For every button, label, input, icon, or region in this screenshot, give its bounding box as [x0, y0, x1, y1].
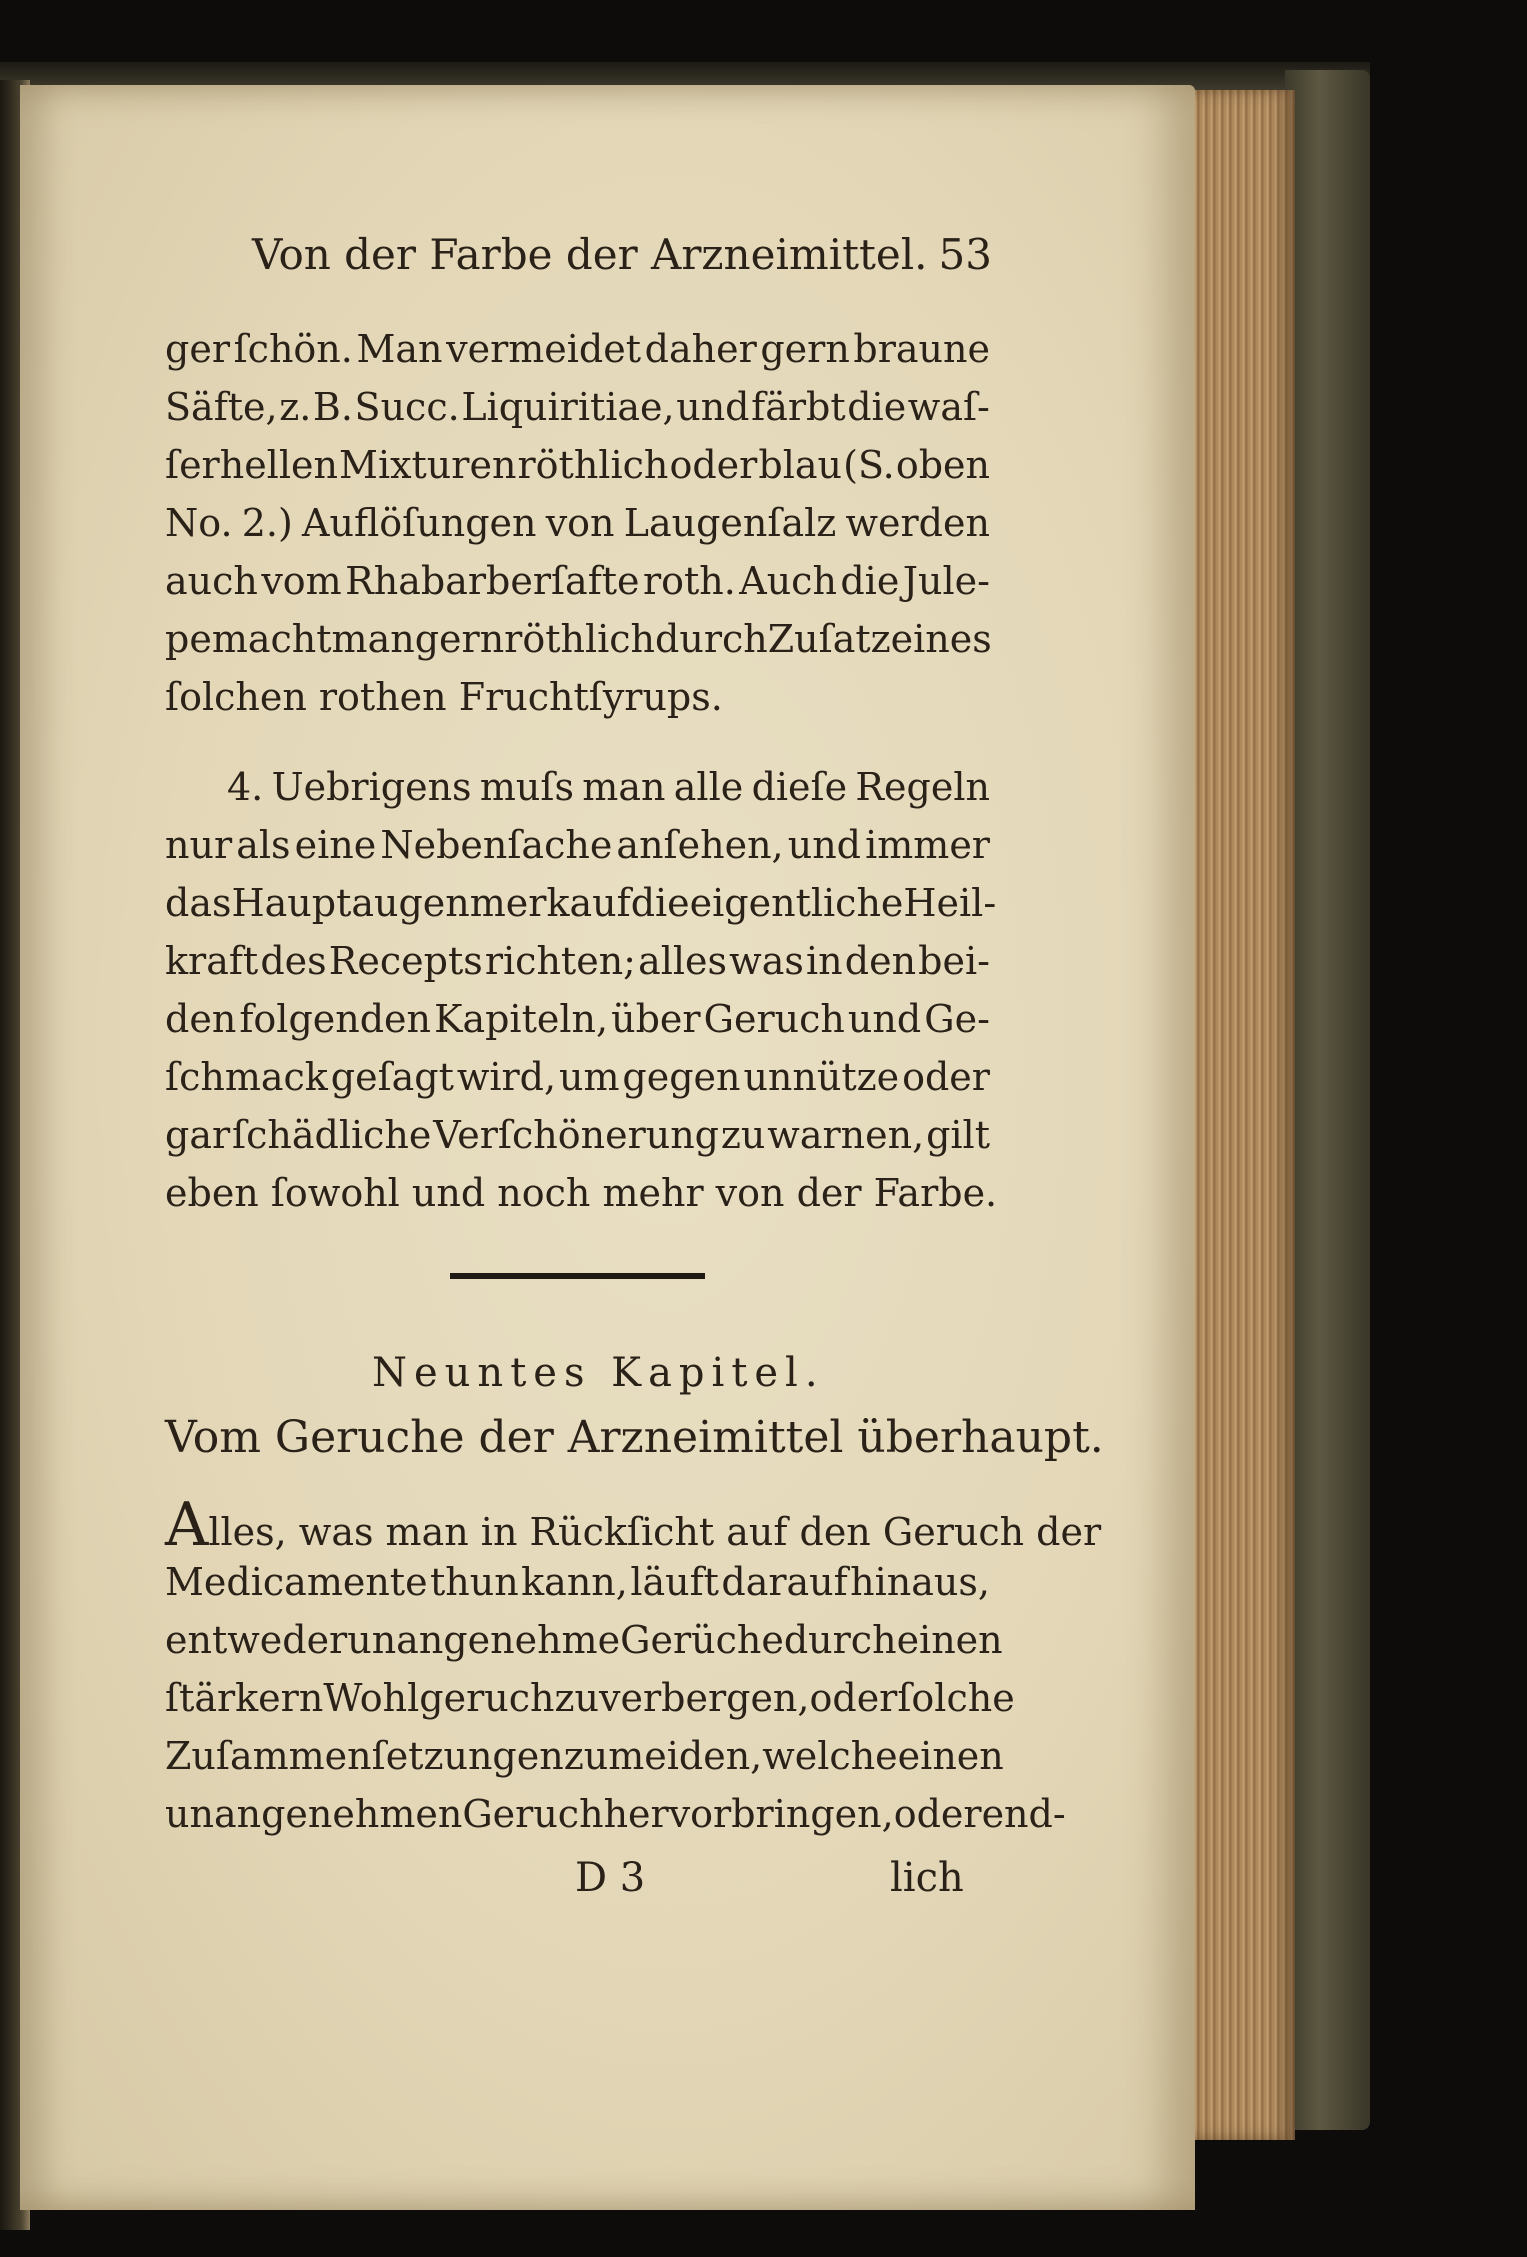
word: Geruch — [703, 997, 845, 1041]
word: die — [630, 881, 690, 925]
text-line — [165, 1792, 1066, 1836]
word: eine — [294, 823, 377, 867]
section-divider — [450, 1273, 705, 1279]
chapter-title: Vom Geruche der Arzneimittel überhaupt. — [165, 1412, 1104, 1463]
text-line: Alles, was man in Rückſicht auf den Geruch der — [165, 1490, 1102, 1560]
text-line — [165, 1113, 990, 1157]
word: thun — [430, 1560, 519, 1604]
word: Auch — [739, 559, 837, 603]
word: gilt — [926, 1113, 990, 1157]
word: über — [611, 997, 701, 1041]
word: No. — [165, 501, 233, 545]
word: nur — [165, 823, 233, 867]
word: Rhabarberſafte — [345, 559, 640, 603]
word: Verſchönerung — [433, 1113, 720, 1157]
word: hinaus, — [850, 1560, 990, 1604]
word: blau — [758, 443, 843, 487]
word: unnütze — [743, 1055, 900, 1099]
text-line — [165, 1734, 1004, 1778]
word: end- — [981, 1792, 1066, 1836]
word: verbergen, — [599, 1676, 810, 1720]
word: Heil- — [903, 881, 997, 925]
text-line — [165, 997, 990, 1041]
word: Regeln — [855, 765, 990, 809]
word: zu — [563, 1734, 609, 1778]
word: waſ- — [907, 385, 990, 429]
word: auch — [165, 559, 258, 603]
word: läuft — [630, 1560, 719, 1604]
text-line — [165, 939, 990, 983]
word: einen — [897, 1734, 1004, 1778]
word: wird, — [456, 1055, 557, 1099]
word: zu — [720, 1113, 766, 1157]
word: durch — [655, 617, 768, 661]
word: macht — [211, 617, 332, 661]
drop-cap: A — [165, 1490, 209, 1560]
word: ſolche — [897, 1676, 1015, 1720]
word: Nebenſache — [380, 823, 613, 867]
word: gern — [760, 327, 850, 371]
word: ſchmack — [165, 1055, 328, 1099]
word: warnen, — [767, 1113, 925, 1157]
word: Zuſatz — [767, 617, 891, 661]
word: welche — [762, 1734, 898, 1778]
word: man — [582, 765, 666, 809]
word: oder — [809, 1676, 898, 1720]
word: werden — [845, 501, 990, 545]
word: Recepts — [328, 939, 483, 983]
word: vermeidet — [446, 327, 642, 371]
word: bei- — [918, 939, 990, 983]
word: kann, — [521, 1560, 628, 1604]
word: Geruch — [462, 1792, 604, 1836]
word: oben — [895, 443, 990, 487]
text-line — [165, 1055, 990, 1099]
word: gar — [165, 1113, 231, 1157]
word: oder — [893, 1792, 982, 1836]
word: einen — [896, 1618, 1003, 1662]
word: das — [165, 881, 232, 925]
text-line — [165, 1560, 990, 1604]
text-line — [165, 385, 990, 429]
word: vom — [261, 559, 342, 603]
word: und — [676, 385, 750, 429]
word: Zuſammenſetzungen — [165, 1734, 564, 1778]
text-line — [227, 765, 990, 809]
word: die — [840, 559, 900, 603]
word: durch — [783, 1618, 897, 1662]
word: ſtärkern — [165, 1676, 324, 1720]
page-fore-edge — [1185, 90, 1295, 2140]
word: Mixturen — [339, 443, 517, 487]
word: eigentliche — [689, 881, 904, 925]
signature-mark: D 3 — [575, 1855, 646, 1901]
word: Ge- — [924, 997, 990, 1041]
word: den — [165, 997, 237, 1041]
text-line — [165, 617, 992, 661]
book-cover-right — [1285, 70, 1370, 2130]
text-line — [165, 823, 990, 867]
word: die — [847, 385, 907, 429]
word: kraft — [165, 939, 259, 983]
word: und — [847, 997, 922, 1041]
word: ſerhellen — [165, 443, 338, 487]
word: zu — [554, 1676, 600, 1720]
text-line — [165, 559, 990, 603]
page-number: 53 — [938, 230, 992, 279]
word: gern — [414, 617, 505, 661]
word: hervorbringen, — [603, 1792, 894, 1836]
running-header — [252, 230, 992, 279]
word: Gerüche — [620, 1618, 784, 1662]
word: von — [545, 501, 615, 545]
word: Uebrigens — [271, 765, 472, 809]
word: Medicamente — [165, 1560, 428, 1604]
word: darauf — [721, 1560, 848, 1604]
word: Säfte, — [165, 385, 278, 429]
word: eines — [890, 617, 992, 661]
word: muſs — [479, 765, 574, 809]
word: alles — [638, 939, 728, 983]
word: röthlich — [504, 617, 656, 661]
word: 2.) — [241, 501, 293, 545]
word: Wohlgeruch — [323, 1676, 555, 1720]
word: 4. — [227, 765, 264, 809]
word: geſagt — [330, 1055, 454, 1099]
text-line — [165, 501, 990, 545]
word: Succ. — [354, 385, 460, 429]
text-line — [165, 327, 990, 371]
chapter-label: Neuntes Kapitel. — [372, 1350, 825, 1396]
word: Hauptaugenmerk — [231, 881, 570, 925]
word: auf — [569, 881, 631, 925]
word: oder — [669, 443, 758, 487]
word: Man — [356, 327, 443, 371]
catchword: lich — [890, 1855, 964, 1901]
word: (S. — [843, 443, 895, 487]
word: des — [260, 939, 327, 983]
text-line — [165, 443, 990, 487]
text-line — [165, 1618, 1003, 1662]
running-title: Von der Farbe der Arzneimittel. — [252, 230, 928, 279]
word: daher — [644, 327, 757, 371]
word: braune — [853, 327, 990, 371]
word: z. — [279, 385, 312, 429]
word: Auflöſungen — [302, 501, 537, 545]
word: färbt — [751, 385, 846, 429]
word: als — [236, 823, 291, 867]
word: Kapiteln, — [434, 997, 609, 1041]
word: den — [844, 939, 917, 983]
word: unangenehme — [347, 1618, 621, 1662]
text-line: eben ſowohl und noch mehr von der Farbe. — [165, 1171, 998, 1215]
text-line — [165, 1676, 1015, 1720]
word: B. — [312, 385, 353, 429]
word: man — [331, 617, 415, 661]
word: ſchädliche — [232, 1113, 432, 1157]
word: unangenehmen — [165, 1792, 463, 1836]
word: pe — [165, 617, 212, 661]
word: entweder — [165, 1618, 348, 1662]
word: Laugenſalz — [623, 501, 837, 545]
word: Jule- — [902, 559, 990, 603]
text-line — [165, 881, 997, 925]
word: röthlich — [517, 443, 669, 487]
word: richten; — [484, 939, 636, 983]
word: gegen — [622, 1055, 741, 1099]
word: und — [787, 823, 861, 867]
word: folgenden — [239, 997, 432, 1041]
word: anſehen, — [616, 823, 784, 867]
word: Liquiritiae, — [461, 385, 675, 429]
word: alle — [673, 765, 744, 809]
word: ger — [165, 327, 230, 371]
word: dieſe — [751, 765, 848, 809]
word: was — [729, 939, 804, 983]
word: um — [558, 1055, 620, 1099]
word: immer — [865, 823, 990, 867]
word: oder — [902, 1055, 990, 1099]
word: ſchön. — [233, 327, 353, 371]
word: in — [805, 939, 843, 983]
word: roth. — [642, 559, 736, 603]
word: meiden, — [608, 1734, 763, 1778]
text-line: ſolchen rothen Fruchtſyrups. — [165, 675, 723, 719]
